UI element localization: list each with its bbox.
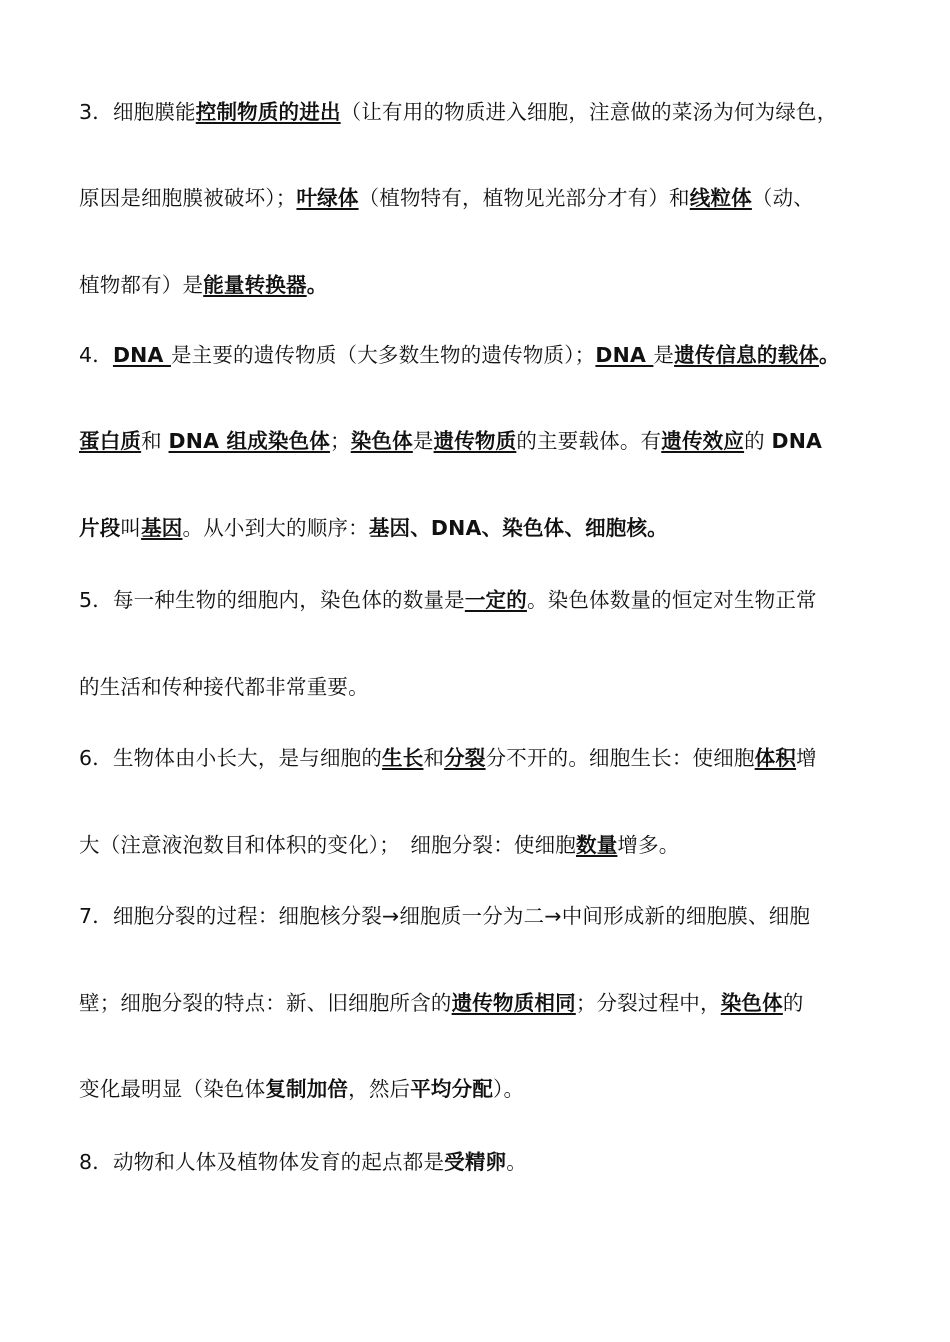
text-line bbox=[79, 743, 880, 773]
text-segment: 的主要载体。有 bbox=[516, 429, 662, 453]
emphasized-term: 能量转换器 bbox=[203, 273, 307, 297]
text-segment: 大（注意液泡数目和体积的变化）； 细胞分裂：使细胞 bbox=[79, 833, 576, 857]
text-segment: 增 bbox=[796, 746, 817, 770]
emphasized-term: 遗传物质相同 bbox=[451, 991, 576, 1015]
text-line bbox=[79, 340, 880, 370]
text-segment: 6．生物体由小长大，是与细胞的 bbox=[79, 746, 383, 770]
text-segment: 是 bbox=[412, 429, 434, 453]
text-line bbox=[79, 183, 880, 213]
text-line bbox=[79, 672, 880, 702]
emphasized-term: DNA bbox=[595, 343, 654, 367]
text-segment: 的 bbox=[744, 429, 772, 453]
text-segment: 植物都有）是 bbox=[79, 273, 204, 297]
text-segment: 的生活和传种接代都非常重要。 bbox=[79, 675, 369, 699]
emphasized-term: DNA bbox=[112, 343, 171, 367]
text-segment: 5．每一种生物的细胞内，染色体的数量是 bbox=[79, 588, 465, 612]
emphasized-term: 。 bbox=[306, 273, 328, 297]
emphasized-term: 蛋白质 bbox=[79, 429, 142, 453]
text-segment: （植物特有，植物见光部分才有）和 bbox=[358, 186, 690, 210]
emphasized-term: 叶绿体 bbox=[296, 186, 359, 210]
text-segment: 叫 bbox=[120, 516, 142, 540]
text-segment: 壁；细胞分裂的特点：新、旧细胞所含的 bbox=[79, 991, 452, 1015]
text-segment: 和 bbox=[423, 746, 445, 770]
text-segment: 是 bbox=[653, 343, 675, 367]
text-segment: （动、 bbox=[751, 186, 814, 210]
text-segment: 原因是细胞膜被破坏）； bbox=[79, 186, 297, 210]
text-line bbox=[79, 270, 880, 300]
text-line bbox=[79, 426, 880, 456]
emphasized-term: 基因 bbox=[141, 516, 183, 540]
emphasized-term: 数量 bbox=[576, 833, 618, 857]
text-segment: ； bbox=[330, 429, 351, 453]
text-segment: 4． bbox=[79, 343, 113, 367]
text-line bbox=[79, 830, 880, 860]
emphasized-term: 遗传物质 bbox=[433, 429, 517, 453]
text-line bbox=[79, 97, 880, 127]
emphasized-term: DNA 组成染色体 bbox=[168, 429, 331, 453]
text-line bbox=[79, 988, 880, 1018]
text-segment: 是主要的遗传物质（大多数生物的遗传物质）； bbox=[170, 343, 596, 367]
emphasized-term: 遗传信息的载体 bbox=[674, 343, 819, 367]
emphasized-term: 分裂 bbox=[444, 746, 486, 770]
text-line bbox=[79, 513, 880, 543]
text-line bbox=[79, 901, 880, 931]
emphasized-term: 染色体 bbox=[720, 991, 783, 1015]
text-segment: 。 bbox=[506, 1150, 527, 1174]
text-segment: 。从小到大的顺序： bbox=[182, 516, 369, 540]
emphasized-term: 基因、DNA、染色体、细胞核。 bbox=[368, 516, 668, 540]
text-segment: 和 bbox=[141, 429, 169, 453]
text-segment: 增多。 bbox=[617, 833, 680, 857]
text-segment: ）。 bbox=[493, 1077, 525, 1101]
emphasized-term: 线粒体 bbox=[689, 186, 752, 210]
text-line bbox=[79, 585, 880, 615]
emphasized-term: 受精卵 bbox=[444, 1150, 507, 1174]
text-segment: ，然后 bbox=[348, 1077, 411, 1101]
text-segment: 3．细胞膜能 bbox=[79, 100, 196, 124]
text-segment: ；分裂过程中， bbox=[575, 991, 721, 1015]
text-segment: 的 bbox=[782, 991, 804, 1015]
text-segment: 变化最明显（染色体 bbox=[79, 1077, 266, 1101]
emphasized-term: 。 bbox=[818, 343, 840, 367]
text-segment: 分不开的。细胞生长：使细胞 bbox=[485, 746, 755, 770]
emphasized-term: 片段 bbox=[79, 516, 121, 540]
emphasized-term: 体积 bbox=[754, 746, 797, 770]
text-segment: 。染色体数量的恒定对生物正常 bbox=[526, 588, 817, 612]
text-segment: 8．动物和人体及植物体发育的起点都是 bbox=[79, 1150, 445, 1174]
emphasized-term: 一定的 bbox=[464, 588, 527, 612]
text-segment: （让有用的物质进入细胞，注意做的菜汤为何为绿色， bbox=[340, 100, 838, 124]
text-line bbox=[79, 1074, 880, 1104]
text-line bbox=[79, 1147, 880, 1177]
text-segment: 7．细胞分裂的过程：细胞核分裂→细胞质一分为二→中间形成新的细胞膜、细胞 bbox=[79, 904, 811, 928]
emphasized-term: 生长 bbox=[382, 746, 424, 770]
emphasized-term: 平均分配 bbox=[410, 1077, 494, 1101]
emphasized-term: 染色体 bbox=[350, 429, 413, 453]
emphasized-term: 遗传效应 bbox=[661, 429, 745, 453]
emphasized-term: 控制物质的进出 bbox=[195, 100, 341, 124]
emphasized-term: 复制加倍 bbox=[265, 1077, 349, 1101]
emphasized-term: DNA bbox=[771, 429, 823, 453]
